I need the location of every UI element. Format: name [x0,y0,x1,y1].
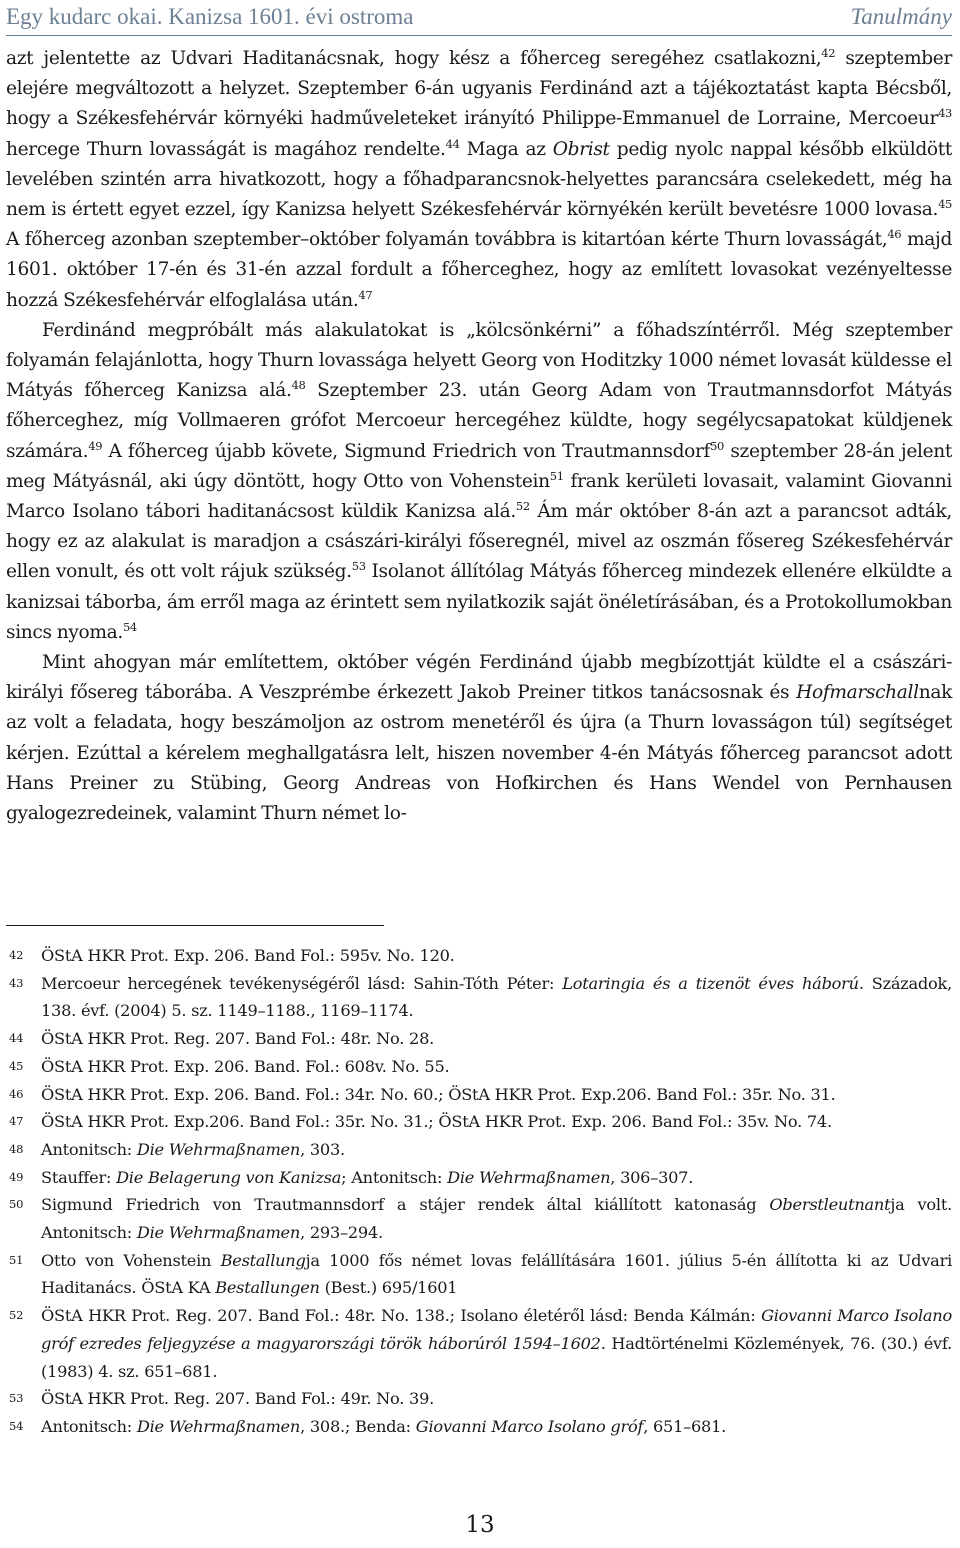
footnote [6,1302,952,1385]
text-run: A főherceg újabb követe, Sigmund Friedrich von Trautmannsdorf [102,440,711,462]
footnote-number: 49 [9,1169,24,1184]
footnote-text [41,1413,952,1441]
text-run: Otto von Vohenstein [41,1250,221,1270]
footnote [6,970,952,1025]
footnote-ref: 48 [291,378,306,393]
text-run: szeptember 28-án jelent meg Mátyásnál, aki úgy döntött, hogy Otto von Vohenstein [6,440,952,492]
italic-text: Lotaringia és a tizenöt éves háború [562,973,859,993]
text-run: frank kerületi lovasait, valamint Giovanni Marco Isolano tábori haditanácsost küldik Kanizsa alá. [6,470,952,523]
footnote-text [41,1302,952,1385]
text-run: azt jelentette az Udvari Haditanácsnak, hogy kész a főherceg seregéhez csatlakozni, [6,48,822,69]
footnote [6,1413,952,1441]
footnote [6,1191,952,1246]
footnote-ref: 54 [122,619,137,634]
footnote [6,1053,952,1081]
footnote-number: 54 [9,1418,24,1433]
italic-text: Die Wehrmaßnamen [447,1167,611,1187]
italic-text: Obrist [552,138,610,160]
footnote-ref: 49 [88,438,103,453]
footnote-ref: 42 [821,46,836,60]
text-run: Mercoeur hercegének tevékenységéről lásd: Sahin-Tóth Péter: [41,973,563,993]
footnote-text [41,1385,952,1413]
footnote-number: 42 [9,948,24,962]
footnote-ref: 50 [710,438,725,453]
section-label: Tanulmány [850,4,952,29]
footnote-separator [6,925,384,926]
footnote [6,1164,952,1192]
text-run: . Századok, 138. évf. (2004) 5. sz. 1149–1188., 1169–1174. [41,973,952,1021]
text-run: hercege Thurn lovasságát is magához rendelte. [6,138,446,160]
text-run: Sigmund Friedrich von Trautmannsdorf a stájer rendek által kiállított katonaság [41,1195,770,1215]
footnote-ref: 43 [938,106,952,121]
footnote-number: 45 [9,1058,24,1073]
footnote-ref: 46 [887,227,902,242]
text-run: Antonitsch: [41,1139,137,1159]
footnote-ref: 45 [938,197,952,212]
text-run: . Hadtörténelmi Közlemények, 76. (30.) évf. (1983) 4. sz. 651–681. [41,1333,952,1381]
text-run: , 303. [300,1139,345,1159]
paragraph [6,316,952,648]
text-run: ; Antonitsch: [341,1167,448,1187]
footnote-text [41,1191,952,1246]
text-run: Ám már október 8-án azt a parancsot adták, hogy ez az alakulat is maradjon a császári-királyi főseregnél, mivel az oszmán fősereg Székesfehérvár ellen vonult, és ott volt rájuk szükség. [6,501,952,583]
text-run: (Best.) 695/1601 [319,1278,458,1298]
footnote-number: 51 [9,1252,24,1267]
text-run: ÖStA HKR Prot. Exp. 206. Band Fol.: 595v. No. 120. [41,946,455,965]
text-run: Mint ahogyan már említettem, október végén Ferdinánd újabb megbízottját küldte el a császári-királyi fősereg táborába. A Veszprémbe érkezett Jakob Preiner titkos tanácsosnak és [6,652,952,704]
footnote-number: 53 [9,1391,24,1406]
italic-text: Oberstleutnant [769,1195,891,1215]
italic-text: Bestallungen [215,1278,320,1298]
text-run: , 308.; Benda: [300,1416,416,1436]
footnote [6,1247,952,1302]
footnote-ref: 52 [515,499,530,514]
text-run: Stauffer: [41,1167,117,1187]
text-run: ja 1000 fős német lovas felállítására 1601. július 5-én állította ki az Udvari Haditanács. ÖStA KA [41,1250,952,1298]
footnote [6,1108,952,1136]
italic-text: Die Belagerung von Kanizsa [116,1167,342,1187]
text-run: Ferdinánd megpróbált más alakulatokat is „kölcsönkérni” a főhadszíntérről. Még szeptember folyamán felajánlotta, hogy Thurn lovassága helyett Georg von Hoditzky 1000 német lovasát küldesse el Mátyás főherceg Kanizsa alá. [6,319,952,402]
text-run: Maga az [459,138,553,160]
footnote-text [41,942,952,970]
footnote-ref: 44 [445,136,460,151]
text-run: ja volt. Antonitsch: [41,1195,952,1243]
text-run: , 293–294. [300,1223,383,1243]
footnote-text [41,1053,952,1081]
italic-text: Die Wehrmaßnamen [136,1139,301,1159]
footnote-number: 44 [9,1031,24,1046]
footnote-text [41,1025,952,1053]
footnote-ref: 53 [351,559,366,574]
text-run: Szeptember 23. után Georg Adam von Trautmannsdorfot Mátyás főherceghez, míg Vollmaeren grófot Mercoeur hercegéhez küldte, hogy segélycsapatokat küldjenek számára. [6,380,952,462]
footnote [6,1136,952,1164]
footnote-number: 52 [9,1308,24,1323]
paragraph [6,44,952,316]
footnote-text [41,1247,952,1302]
text-run: , 651–681. [643,1416,727,1436]
text-run: pedig nyolc nappal később elküldött levelében szintén arra hivatkozott, hogy a főhadparancsnok-helyettes parancsára cselekedett, még ha nem is értett egyet ezzel, így Kanizsa helyett Székesfehérvár környékén került bevetésre 1000 lovasa. [6,138,952,221]
text-run: Isolanot állítólag Mátyás főherceg mindezek ellenére elküldte a kanizsai táborba, ám erről maga az érintett sem nyilatkozik saját önéletírásában, és a Protokollumokban sincs nyoma. [6,561,952,643]
text-run: majd 1601. október 17-én és 31-én azzal fordult a főherceghez, hogy az említett lovasokat vezényeltesse hozzá Székesfehérvár elfoglalása után. [6,229,953,311]
footnote-number: 46 [9,1086,24,1101]
italic-text: Bestallung [220,1250,306,1270]
running-title: Egy kudarc okai. Kanizsa 1601. évi ostroma [6,4,414,29]
text-run: ÖStA HKR Prot. Exp. 206. Band. Fol.: 34r. No. 60.; ÖStA HKR Prot. Exp.206. Band Fol.: 35r. No. 31. [41,1084,836,1104]
footnote-ref: 51 [549,468,564,483]
text-run: nak az volt a feladata, hogy beszámoljon az ostrom menetéről és újra (a Thurn lovasságon túl) segítséget kérjen. Ezúttal a kérelem meghallgatásra lelt, hiszen november 4-én Mátyás főherceg parancsot adott Hans Preiner zu Stübing, Georg Andreas von Hofkirchen és Hans Wendel von Pernhausen gyalogezredeinek, valamint Thurn német lo- [6,682,952,825]
footnote [6,942,952,970]
footnote-text [41,1108,952,1136]
text-run: ÖStA HKR Prot. Reg. 207. Band Fol.: 48r. No. 138.; Isolano életéről lásd: Benda Kálmán: [41,1306,762,1326]
footnote-number: 50 [9,1197,24,1212]
paragraph [6,648,952,829]
italic-text: Die Wehrmaßnamen [136,1223,301,1243]
text-run: ÖStA HKR Prot. Exp.206. Band Fol.: 35r. No. 31.; ÖStA HKR Prot. Exp. 206. Band Fol.: 35v. No. 74. [41,1112,832,1132]
italic-text: Hofmarschall [796,682,919,704]
italic-text: Giovanni Marco Isolano gróf [415,1416,644,1436]
text-run: Antonitsch: [41,1416,137,1436]
text-run: szeptember elejére megváltozott a helyzet. Szeptember 6-án ugyanis Ferdinánd azt a tájékoztatást kapta Bécsből, hogy a Székesfehérvár környéki hadműveleteket irányító Philippe-Emmanuel de Lorraine, Mercoeur [6,48,952,130]
footnote-number: 43 [9,975,24,990]
body-text [6,44,952,829]
running-header [6,0,952,30]
footnote-ref: 47 [358,287,373,302]
footnote-number: 47 [9,1114,24,1129]
page-number: 13 [465,1512,495,1538]
footnote [6,1025,952,1053]
footnote-text [41,1081,952,1109]
footnote-text [41,970,952,1025]
text-run: ÖStA HKR Prot. Reg. 207. Band Fol.: 48r. No. 28. [41,1029,435,1049]
footnote-text [41,1136,952,1164]
italic-text: Giovanni Marco Isolano gróf ezredes feljegyzése a magyarországi török háborúról 1594–1602 [41,1306,952,1353]
text-run: A főherceg azonban szeptember–október folyamán továbbra is kitartóan kérte Thurn lovasságát, [6,229,888,251]
footnotes [6,942,952,1441]
footnote-text [41,1164,952,1192]
italic-text: Die Wehrmaßnamen [136,1416,301,1436]
text-run: ÖStA HKR Prot. Exp. 206. Band. Fol.: 608v. No. 55. [41,1056,450,1076]
footnote [6,1385,952,1413]
header-rule [6,35,952,36]
footnote-number: 48 [9,1141,24,1156]
text-run: ÖStA HKR Prot. Reg. 207. Band Fol.: 49r. No. 39. [41,1389,435,1409]
text-run: , 306–307. [610,1167,694,1187]
footnote [6,1081,952,1109]
